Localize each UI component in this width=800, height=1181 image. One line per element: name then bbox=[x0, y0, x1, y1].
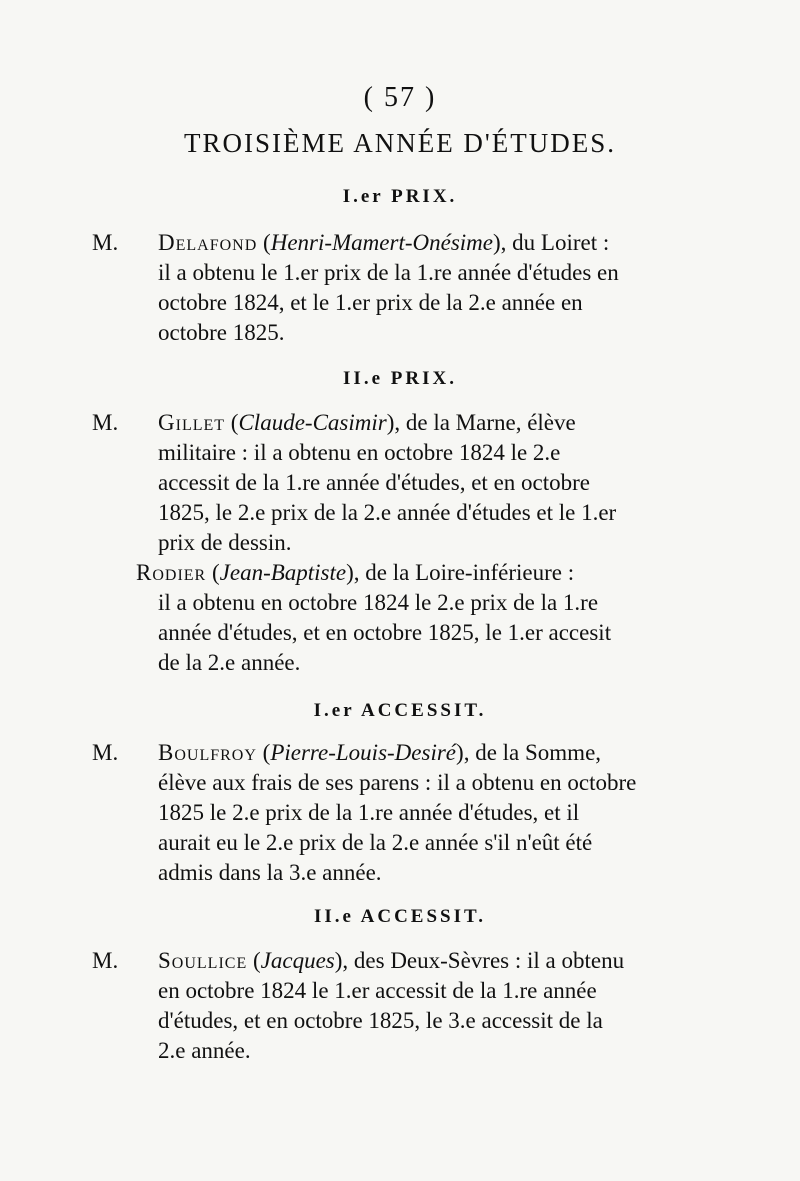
entry-delafond bbox=[92, 228, 710, 348]
entry-line: , de la Marne, élève bbox=[394, 410, 576, 435]
section-heading-first-prize: I.er PRIX. bbox=[342, 186, 458, 207]
entry-surname: Gillet bbox=[158, 410, 226, 435]
entry-line: en octobre 1824 le 1.er accessit de la 1.re année bbox=[158, 978, 597, 1003]
entry-prefix: M. bbox=[92, 230, 119, 255]
entry-line: prix de dessin. bbox=[158, 530, 292, 555]
entry-given-names: Henri-Mamert-Onésime bbox=[270, 230, 493, 255]
entry-line: , de la Somme, bbox=[463, 740, 602, 765]
section-heading-first-accessit: I.er ACCESSIT. bbox=[313, 700, 487, 721]
entry-line: octobre 1825. bbox=[158, 320, 285, 345]
entry-line: il a obtenu le 1.er prix de la 1.re année d'études en bbox=[158, 260, 619, 285]
page-title: TROISIÈME ANNÉE D'ÉTUDES. bbox=[183, 128, 617, 158]
entry-first-line: M. Soullice (Jacques), des Deux-Sèvres : il a obtenu bbox=[92, 946, 710, 976]
entry-line: d'études, et en octobre 1825, le 3.e accessit de la bbox=[158, 1008, 603, 1033]
entry-line: accessit de la 1.re année d'études, et en octobre bbox=[158, 470, 590, 495]
entry-line: élève aux frais de ses parens : il a obtenu en octobre bbox=[158, 770, 637, 795]
entry-first-line: M. Boulfroy (Pierre-Louis-Desiré), de la Somme, bbox=[92, 738, 710, 768]
entry-line: , de la Loire-inférieure : bbox=[353, 560, 575, 585]
entry-surname: Rodier bbox=[136, 560, 207, 585]
page-number: ( 57 ) bbox=[363, 82, 437, 113]
section-heading-second-accessit: II.e ACCESSIT. bbox=[313, 906, 487, 927]
entry-line: admis dans la 3.e année. bbox=[158, 860, 382, 885]
entry-line: octobre 1824, et le 1.er prix de la 2.e année en bbox=[158, 290, 583, 315]
entry-surname: Soullice bbox=[158, 948, 248, 973]
entry-first-line: Rodier (Jean-Baptiste), de la Loire-inférieure : bbox=[136, 560, 575, 585]
entry-gillet bbox=[92, 408, 710, 558]
entry-surname: Boulfroy bbox=[158, 740, 257, 765]
entry-prefix: M. bbox=[92, 410, 119, 435]
entry-line: 2.e année. bbox=[158, 1038, 251, 1063]
entry-prefix: M. bbox=[92, 740, 119, 765]
entry-line: , des Deux-Sèvres : il a obtenu bbox=[342, 948, 625, 973]
entry-line: 1825, le 2.e prix de la 2.e année d'études et le 1.er bbox=[158, 500, 617, 525]
entry-line: militaire : il a obtenu en octobre 1824 le 2.e bbox=[158, 440, 561, 465]
section-heading-second-prize: II.e PRIX. bbox=[343, 368, 457, 389]
entry-first-line: M. Gillet (Claude-Casimir), de la Marne, élève bbox=[92, 408, 710, 438]
entry-line: de la 2.e année. bbox=[158, 650, 301, 675]
entry-given-names: Claude-Casimir bbox=[238, 410, 387, 435]
entry-first-line: M. Delafond (Henri-Mamert-Onésime), du Loiret : bbox=[92, 228, 710, 258]
entry-given-names: Jacques bbox=[260, 948, 335, 973]
entry-given-names: Jean-Baptiste bbox=[219, 560, 347, 585]
entry-line: il a obtenu en octobre 1824 le 2.e prix de la 1.re bbox=[158, 590, 599, 615]
entry-line: aurait eu le 2.e prix de la 2.e année s'il n'eût été bbox=[158, 830, 593, 855]
entry-line: 1825 le 2.e prix de la 1.re année d'études, et il bbox=[158, 800, 580, 825]
entry-boulfroy bbox=[92, 738, 710, 888]
entry-surname: Delafond bbox=[158, 230, 258, 255]
entry-rodier bbox=[92, 558, 710, 678]
entry-given-names: Pierre-Louis-Desiré bbox=[270, 740, 457, 765]
entry-line: année d'études, et en octobre 1825, le 1.er accesit bbox=[158, 620, 612, 645]
entry-line: , du Loiret : bbox=[500, 230, 610, 255]
entry-prefix: M. bbox=[92, 948, 119, 973]
entry-soullice bbox=[92, 946, 710, 1066]
